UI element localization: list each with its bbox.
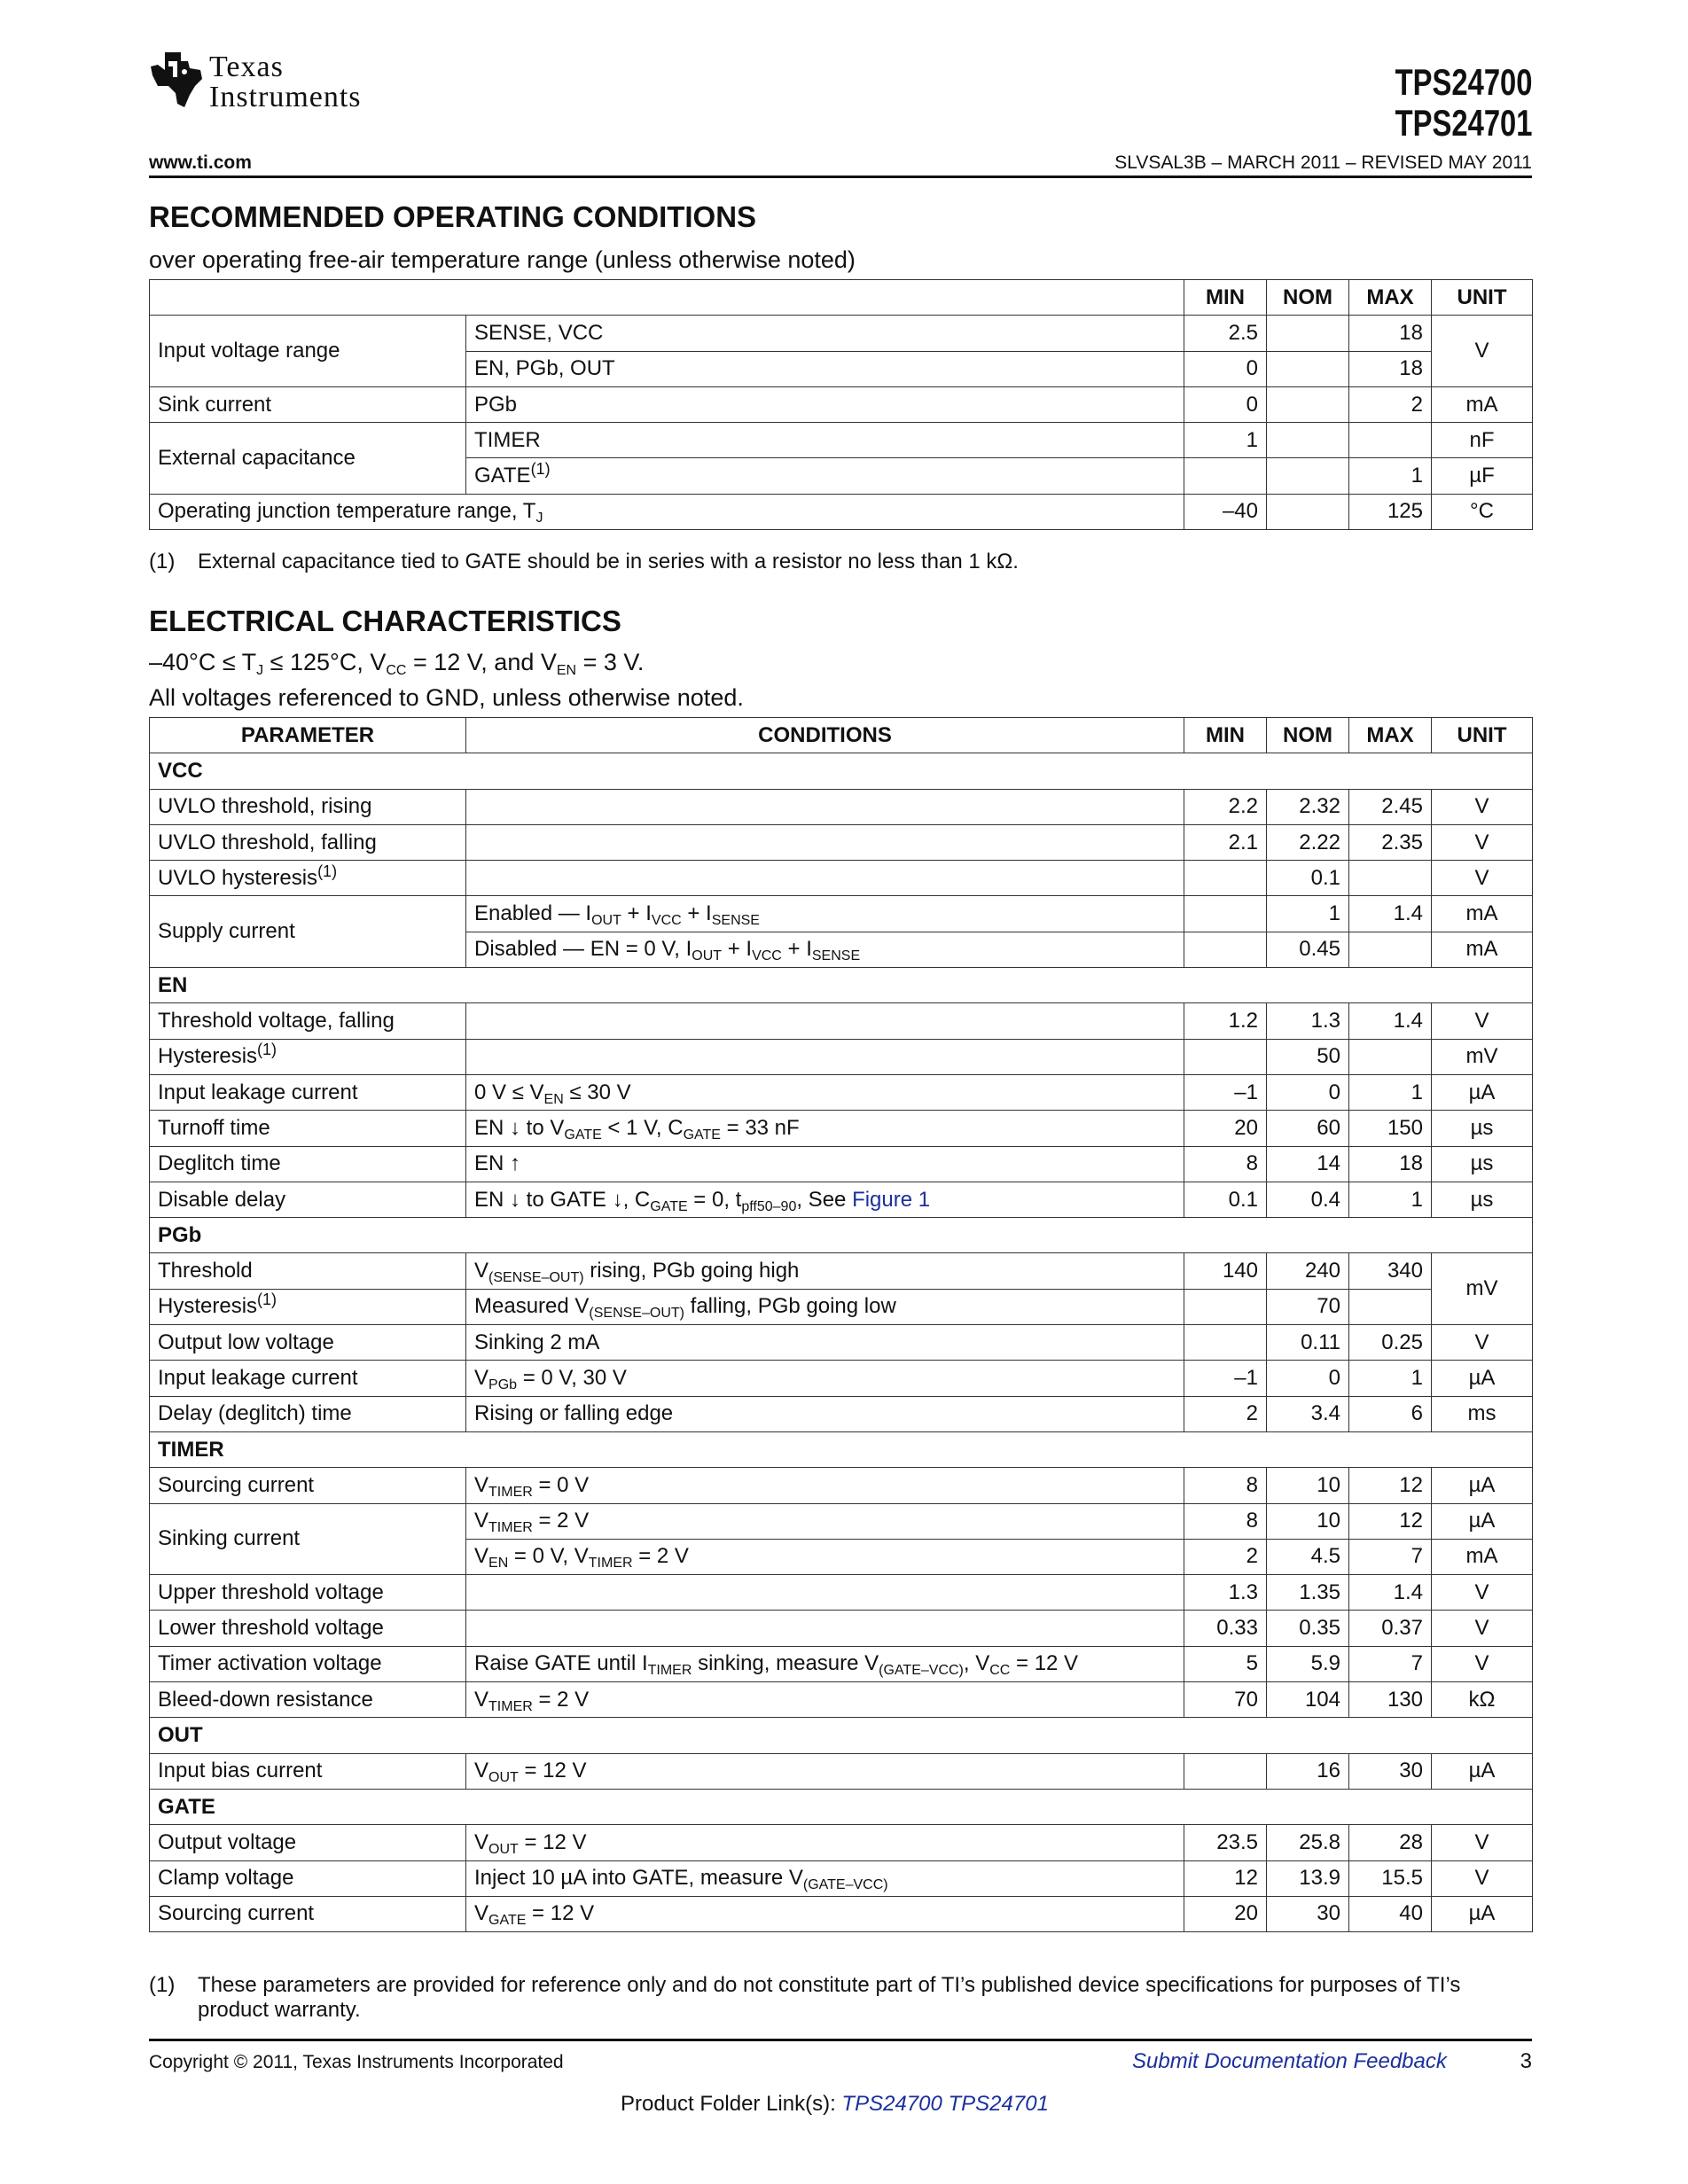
- table-row: [150, 896, 1533, 932]
- unit-cell: µA: [1432, 1468, 1533, 1503]
- unit-cell: V: [1432, 316, 1533, 387]
- footnote-ref: (1): [317, 862, 338, 880]
- condition-cell: EN ↓ to GATE ↓, $C_{GATE} = 0$, $t_{pff50-90}$, See Figure 1: [466, 1182, 1184, 1217]
- unit-cell: °C: [1432, 494, 1533, 529]
- condition-cell: [466, 1611, 1184, 1646]
- condition-cell: $V_{TIMER} = 2$ V: [466, 1682, 1184, 1718]
- min-cell: 2.5: [1184, 316, 1267, 351]
- condition-cell: Measured $V_{(SENSE-OUT)}$ falling, PGb going low: [466, 1289, 1184, 1324]
- table-row: [150, 1611, 1533, 1646]
- unit-cell: V: [1432, 1825, 1533, 1860]
- param-label: Sourcing current: [150, 1468, 466, 1503]
- table-row: [150, 1396, 1533, 1431]
- param-label: Input leakage current: [150, 1361, 466, 1396]
- max-cell: 40: [1349, 1896, 1432, 1931]
- max-cell: [1349, 932, 1432, 967]
- max-cell: 1.4: [1349, 896, 1432, 932]
- param-label: Sinking current: [150, 1503, 466, 1575]
- min-cell: [1184, 458, 1267, 494]
- min-cell: 1.3: [1184, 1575, 1267, 1611]
- unit-cell: nF: [1432, 423, 1533, 458]
- nom-cell: [1267, 458, 1349, 494]
- unit-cell: mA: [1432, 896, 1533, 932]
- max-cell: 125: [1349, 494, 1432, 529]
- param-label: Input leakage current: [150, 1074, 466, 1110]
- section-row-timer: [150, 1431, 1533, 1467]
- max-cell: 130: [1349, 1682, 1432, 1718]
- unit-cell: V: [1432, 861, 1533, 896]
- condition-cell: SENSE, VCC: [466, 316, 1184, 351]
- unit-cell: V: [1432, 1860, 1533, 1896]
- ec-header-unit: UNIT: [1432, 718, 1533, 753]
- condition-cell: $V_{(SENSE-OUT)}$ rising, PGb going high: [466, 1253, 1184, 1289]
- nom-cell: 5.9: [1267, 1646, 1349, 1681]
- table-row: [150, 1361, 1533, 1396]
- min-cell: 0: [1184, 386, 1267, 422]
- param-label: Supply current: [150, 896, 466, 968]
- condition-cell: Enabled — $I_{OUT} + I_{VCC} + I_{SENSE}$: [466, 896, 1184, 932]
- nom-cell: 25.8: [1267, 1825, 1349, 1860]
- ec-table: [149, 717, 1533, 1932]
- min-cell: 1.2: [1184, 1003, 1267, 1039]
- nom-cell: 0.11: [1267, 1325, 1349, 1361]
- condition-cell: GATE$^{(1)}$: [466, 458, 1184, 494]
- min-cell: 0: [1184, 351, 1267, 386]
- table-row: [150, 1753, 1533, 1789]
- section-row-vcc: [150, 753, 1533, 789]
- roc-header-unit: UNIT: [1432, 280, 1533, 316]
- logo-text-line1: Texas: [209, 51, 284, 83]
- nom-cell: 2.32: [1267, 789, 1349, 824]
- unit-cell: V: [1432, 824, 1533, 860]
- param-label: Sourcing current: [150, 1896, 466, 1931]
- nom-cell: 1.35: [1267, 1575, 1349, 1611]
- unit-cell: µF: [1432, 458, 1533, 494]
- param-label: UVLO threshold, falling: [150, 824, 466, 860]
- min-cell: 8: [1184, 1503, 1267, 1539]
- ec-header-conditions: CONDITIONS: [466, 718, 1184, 753]
- roc-subtitle: over operating free-air temperature range (unless otherwise noted): [149, 246, 856, 273]
- nom-cell: 10: [1267, 1468, 1349, 1503]
- condition-cell: [466, 1003, 1184, 1039]
- min-cell: –1: [1184, 1361, 1267, 1396]
- condition-cell: EN ↑: [466, 1146, 1184, 1182]
- unit-cell: mA: [1432, 1539, 1533, 1574]
- table-row: [150, 1146, 1533, 1182]
- param-label: Upper threshold voltage: [150, 1575, 466, 1611]
- nom-cell: 70: [1267, 1289, 1349, 1324]
- unit-cell: V: [1432, 1575, 1533, 1611]
- condition-cell: Disabled — EN = 0 V, $I_{OUT} + I_{VCC} + I_{SENSE}$: [466, 932, 1184, 967]
- ti-logo-icon: [149, 51, 204, 109]
- footer-rule: [149, 2039, 1532, 2041]
- table-row: [150, 1253, 1533, 1289]
- ec-header-row: [150, 718, 1533, 753]
- max-cell: 1: [1349, 458, 1432, 494]
- section-row-pgb: [150, 1218, 1533, 1253]
- ti-logo: [149, 49, 415, 115]
- max-cell: 1.4: [1349, 1003, 1432, 1039]
- max-cell: 150: [1349, 1111, 1432, 1146]
- unit-cell: µA: [1432, 1753, 1533, 1789]
- condition-cell: [466, 1575, 1184, 1611]
- ec-footnote: (1) These parameters are provided for reference only and do not constitute part of TI’s published device specifications for purposes of TI’s product warranty.: [149, 1973, 1461, 2022]
- max-cell: 2: [1349, 386, 1432, 422]
- section-label: EN: [150, 968, 1533, 1003]
- condition-cell: $V_{TIMER} = 2$ V: [466, 1503, 1184, 1539]
- logo-text-line2: Instruments: [209, 81, 362, 113]
- max-cell: 340: [1349, 1253, 1432, 1289]
- condition-cell: $V_{EN} = 0$ V, $V_{TIMER} = 2$ V: [466, 1539, 1184, 1574]
- roc-header-min: MIN: [1184, 280, 1267, 316]
- unit-cell: V: [1432, 1325, 1533, 1361]
- ec-header-nom: NOM: [1267, 718, 1349, 753]
- param-label: Lower threshold voltage: [150, 1611, 466, 1646]
- unit-cell: µA: [1432, 1896, 1533, 1931]
- header-rule: [149, 176, 1532, 178]
- part-number-1: TPS24700: [1395, 61, 1532, 103]
- max-cell: 12: [1349, 1503, 1432, 1539]
- condition-cell: Rising or falling edge: [466, 1396, 1184, 1431]
- unit-cell: mV: [1432, 1039, 1533, 1074]
- min-cell: 2.1: [1184, 824, 1267, 860]
- min-cell: 12: [1184, 1860, 1267, 1896]
- section-label: VCC: [150, 753, 1533, 789]
- max-cell: 7: [1349, 1646, 1432, 1681]
- min-cell: [1184, 1325, 1267, 1361]
- max-cell: 1: [1349, 1074, 1432, 1110]
- max-cell: 2.45: [1349, 789, 1432, 824]
- unit-cell: µs: [1432, 1182, 1533, 1217]
- max-cell: 0.25: [1349, 1325, 1432, 1361]
- max-cell: [1349, 1289, 1432, 1324]
- min-cell: 0.33: [1184, 1611, 1267, 1646]
- param-label: External capacitance: [150, 423, 466, 495]
- unit-cell: ms: [1432, 1396, 1533, 1431]
- unit-cell: mV: [1432, 1253, 1533, 1325]
- unit-cell: µA: [1432, 1074, 1533, 1110]
- condition-cell: $V_{GATE} = 12$ V: [466, 1896, 1184, 1931]
- nom-cell: 30: [1267, 1896, 1349, 1931]
- table-row: [150, 1860, 1533, 1896]
- param-label: UVLO threshold, rising: [150, 789, 466, 824]
- nom-cell: 104: [1267, 1682, 1349, 1718]
- unit-cell: V: [1432, 1646, 1533, 1681]
- min-cell: 0.1: [1184, 1182, 1267, 1217]
- page-number: 3: [1520, 2049, 1532, 2073]
- unit-cell: kΩ: [1432, 1682, 1533, 1718]
- nom-cell: 4.5: [1267, 1539, 1349, 1574]
- max-cell: 12: [1349, 1468, 1432, 1503]
- nom-cell: 1.3: [1267, 1003, 1349, 1039]
- section-row-gate: [150, 1789, 1533, 1824]
- nom-cell: 0.1: [1267, 861, 1349, 896]
- ec-header-min: MIN: [1184, 718, 1267, 753]
- table-row: [150, 1074, 1533, 1110]
- unit-cell: µs: [1432, 1111, 1533, 1146]
- nom-cell: [1267, 316, 1349, 351]
- section-row-out: [150, 1718, 1533, 1753]
- param-label: Timer activation voltage: [150, 1646, 466, 1681]
- param-label: Operating junction temperature range, $T_J$: [150, 494, 1184, 529]
- submit-feedback-link[interactable]: Submit Documentation Feedback: [1132, 2049, 1447, 2073]
- roc-title: RECOMMENDED OPERATING CONDITIONS: [149, 200, 757, 233]
- param-label: Deglitch time: [150, 1146, 466, 1182]
- unit-cell: V: [1432, 789, 1533, 824]
- table-row: [150, 1182, 1533, 1217]
- nom-cell: 50: [1267, 1039, 1349, 1074]
- table-row: [150, 1575, 1533, 1611]
- table-row: [150, 423, 1533, 458]
- section-label: PGb: [150, 1218, 1533, 1253]
- table-row: [150, 1503, 1533, 1539]
- param-label: Output voltage: [150, 1825, 466, 1860]
- unit-cell: V: [1432, 1003, 1533, 1039]
- max-cell: 1: [1349, 1182, 1432, 1217]
- product-folder-links: [621, 2092, 1049, 2117]
- table-row: [150, 1646, 1533, 1681]
- min-cell: 20: [1184, 1111, 1267, 1146]
- nom-cell: 2.22: [1267, 824, 1349, 860]
- min-cell: 8: [1184, 1146, 1267, 1182]
- roc-footnote: (1) External capacitance tied to GATE should be in series with a resistor no less than 1 kΩ.: [149, 550, 1019, 573]
- footnote-ref: (1): [257, 1041, 277, 1059]
- min-cell: [1184, 1039, 1267, 1074]
- min-cell: 8: [1184, 1468, 1267, 1503]
- max-cell: 30: [1349, 1753, 1432, 1789]
- roc-header-nom: NOM: [1267, 280, 1349, 316]
- ec-conditions-line1: $-40^\circ C \le T_J \le 125^\circ C$, $V_{CC} = 12$ V, and $V_{EN} = 3$ V.: [149, 649, 645, 678]
- unit-cell: µA: [1432, 1503, 1533, 1539]
- max-cell: 28: [1349, 1825, 1432, 1860]
- param-label: Output low voltage: [150, 1325, 466, 1361]
- table-row: [150, 1289, 1533, 1324]
- nom-cell: 3.4: [1267, 1396, 1349, 1431]
- nom-cell: 60: [1267, 1111, 1349, 1146]
- section-label: OUT: [150, 1718, 1533, 1753]
- roc-table: [149, 279, 1533, 530]
- nom-cell: 0.35: [1267, 1611, 1349, 1646]
- nom-cell: 16: [1267, 1753, 1349, 1789]
- max-cell: [1349, 423, 1432, 458]
- condition-cell: PGb: [466, 386, 1184, 422]
- nom-cell: 14: [1267, 1146, 1349, 1182]
- roc-header-row: [150, 280, 1533, 316]
- param-label: Threshold voltage, falling: [150, 1003, 466, 1039]
- table-row: [150, 316, 1533, 351]
- nom-cell: 10: [1267, 1503, 1349, 1539]
- param-label: Bleed-down resistance: [150, 1682, 466, 1718]
- copyright: Copyright © 2011, Texas Instruments Incorporated: [149, 2052, 564, 2072]
- unit-cell: mA: [1432, 386, 1533, 422]
- nom-cell: 240: [1267, 1253, 1349, 1289]
- table-row: [150, 1039, 1533, 1074]
- max-cell: 6: [1349, 1396, 1432, 1431]
- table-row: [150, 1111, 1533, 1146]
- table-row: [150, 386, 1533, 422]
- condition-cell: [466, 861, 1184, 896]
- param-label: Hysteresis$^{(1)}$: [150, 1289, 466, 1324]
- max-cell: 18: [1349, 351, 1432, 386]
- min-cell: 5: [1184, 1646, 1267, 1681]
- condition-cell: [466, 789, 1184, 824]
- condition-cell: Inject 10 µA into GATE, measure $V_{(GATE-VCC)}$: [466, 1860, 1184, 1896]
- table-row: [150, 494, 1533, 529]
- param-label: Threshold: [150, 1253, 466, 1289]
- max-cell: 18: [1349, 316, 1432, 351]
- min-cell: –1: [1184, 1074, 1267, 1110]
- nom-cell: [1267, 351, 1349, 386]
- website-link[interactable]: www.ti.com: [149, 152, 252, 173]
- nom-cell: [1267, 423, 1349, 458]
- condition-cell: [466, 1039, 1184, 1074]
- param-label: Hysteresis$^{(1)}$: [150, 1039, 466, 1074]
- min-cell: –40: [1184, 494, 1267, 529]
- footnote-ref: (1): [530, 460, 551, 479]
- min-cell: 2.2: [1184, 789, 1267, 824]
- condition-cell: $V_{OUT} = 12$ V: [466, 1825, 1184, 1860]
- min-cell: 70: [1184, 1682, 1267, 1718]
- param-label: Sink current: [150, 386, 466, 422]
- max-cell: 15.5: [1349, 1860, 1432, 1896]
- product-folder-link[interactable]: TPS24700 TPS24701: [841, 2092, 1049, 2116]
- max-cell: 1.4: [1349, 1575, 1432, 1611]
- max-cell: 2.35: [1349, 824, 1432, 860]
- table-row: [150, 1682, 1533, 1718]
- footnote-ref: (1): [257, 1291, 277, 1309]
- param-label: Clamp voltage: [150, 1860, 466, 1896]
- condition-cell: [466, 824, 1184, 860]
- table-row: [150, 1825, 1533, 1860]
- condition-cell: $V_{PGb} = 0$ V, 30 V: [466, 1361, 1184, 1396]
- min-cell: 1: [1184, 423, 1267, 458]
- min-cell: 2: [1184, 1396, 1267, 1431]
- max-cell: 0.37: [1349, 1611, 1432, 1646]
- ec-header-parameter: PARAMETER: [150, 718, 466, 753]
- nom-cell: 0: [1267, 1074, 1349, 1110]
- condition-cell: Sinking 2 mA: [466, 1325, 1184, 1361]
- ec-header-max: MAX: [1349, 718, 1432, 753]
- param-label: Input voltage range: [150, 316, 466, 387]
- max-cell: 18: [1349, 1146, 1432, 1182]
- min-cell: 20: [1184, 1896, 1267, 1931]
- condition-cell: EN ↓ to $V_{GATE} < 1$ V, $C_{GATE} = 33$ nF: [466, 1111, 1184, 1146]
- param-label: UVLO hysteresis$^{(1)}$: [150, 861, 466, 896]
- nom-cell: 0: [1267, 1361, 1349, 1396]
- condition-cell: EN, PGb, OUT: [466, 351, 1184, 386]
- unit-cell: V: [1432, 1611, 1533, 1646]
- nom-cell: [1267, 386, 1349, 422]
- min-cell: 140: [1184, 1253, 1267, 1289]
- table-row: [150, 1325, 1533, 1361]
- table-row: [150, 861, 1533, 896]
- min-cell: [1184, 861, 1267, 896]
- min-cell: [1184, 896, 1267, 932]
- max-cell: [1349, 861, 1432, 896]
- param-label: Disable delay: [150, 1182, 466, 1217]
- roc-header-max: MAX: [1349, 280, 1432, 316]
- min-cell: [1184, 932, 1267, 967]
- condition-cell: Raise GATE until $I_{TIMER}$ sinking, measure $V_{(GATE-VCC)}$, $V_{CC} = 12$ V: [466, 1646, 1184, 1681]
- figure-1-link[interactable]: Figure 1: [852, 1187, 931, 1212]
- condition-cell: 0 $V \le V_{EN} \le 30$ V: [466, 1074, 1184, 1110]
- table-row: [150, 1003, 1533, 1039]
- condition-cell: $V_{OUT} = 12$ V: [466, 1753, 1184, 1789]
- unit-cell: µA: [1432, 1361, 1533, 1396]
- table-row: [150, 1468, 1533, 1503]
- param-label: Turnoff time: [150, 1111, 466, 1146]
- ec-conditions-line2: All voltages referenced to GND, unless otherwise noted.: [149, 684, 744, 711]
- param-label: Delay (deglitch) time: [150, 1396, 466, 1431]
- table-row: [150, 789, 1533, 824]
- document-id: SLVSAL3B – MARCH 2011 – REVISED MAY 2011: [1114, 152, 1532, 173]
- max-cell: 7: [1349, 1539, 1432, 1574]
- nom-cell: 1: [1267, 896, 1349, 932]
- table-row: [150, 824, 1533, 860]
- section-label: TIMER: [150, 1431, 1533, 1467]
- section-label: GATE: [150, 1789, 1533, 1824]
- part-number-2: TPS24701: [1395, 102, 1532, 144]
- unit-cell: µs: [1432, 1146, 1533, 1182]
- max-cell: 1: [1349, 1361, 1432, 1396]
- min-cell: [1184, 1753, 1267, 1789]
- product-folder-label: Product Folder Link(s):: [621, 2092, 842, 2116]
- min-cell: 2: [1184, 1539, 1267, 1574]
- condition-cell: $V_{TIMER} = 0$ V: [466, 1468, 1184, 1503]
- nom-cell: 0.45: [1267, 932, 1349, 967]
- nom-cell: 0.4: [1267, 1182, 1349, 1217]
- ec-title: ELECTRICAL CHARACTERISTICS: [149, 604, 621, 637]
- max-cell: [1349, 1039, 1432, 1074]
- condition-cell: TIMER: [466, 423, 1184, 458]
- nom-cell: 13.9: [1267, 1860, 1349, 1896]
- min-cell: [1184, 1289, 1267, 1324]
- section-row-en: [150, 968, 1533, 1003]
- param-label: Input bias current: [150, 1753, 466, 1789]
- nom-cell: [1267, 494, 1349, 529]
- unit-cell: mA: [1432, 932, 1533, 967]
- table-row: [150, 1896, 1533, 1931]
- min-cell: 23.5: [1184, 1825, 1267, 1860]
